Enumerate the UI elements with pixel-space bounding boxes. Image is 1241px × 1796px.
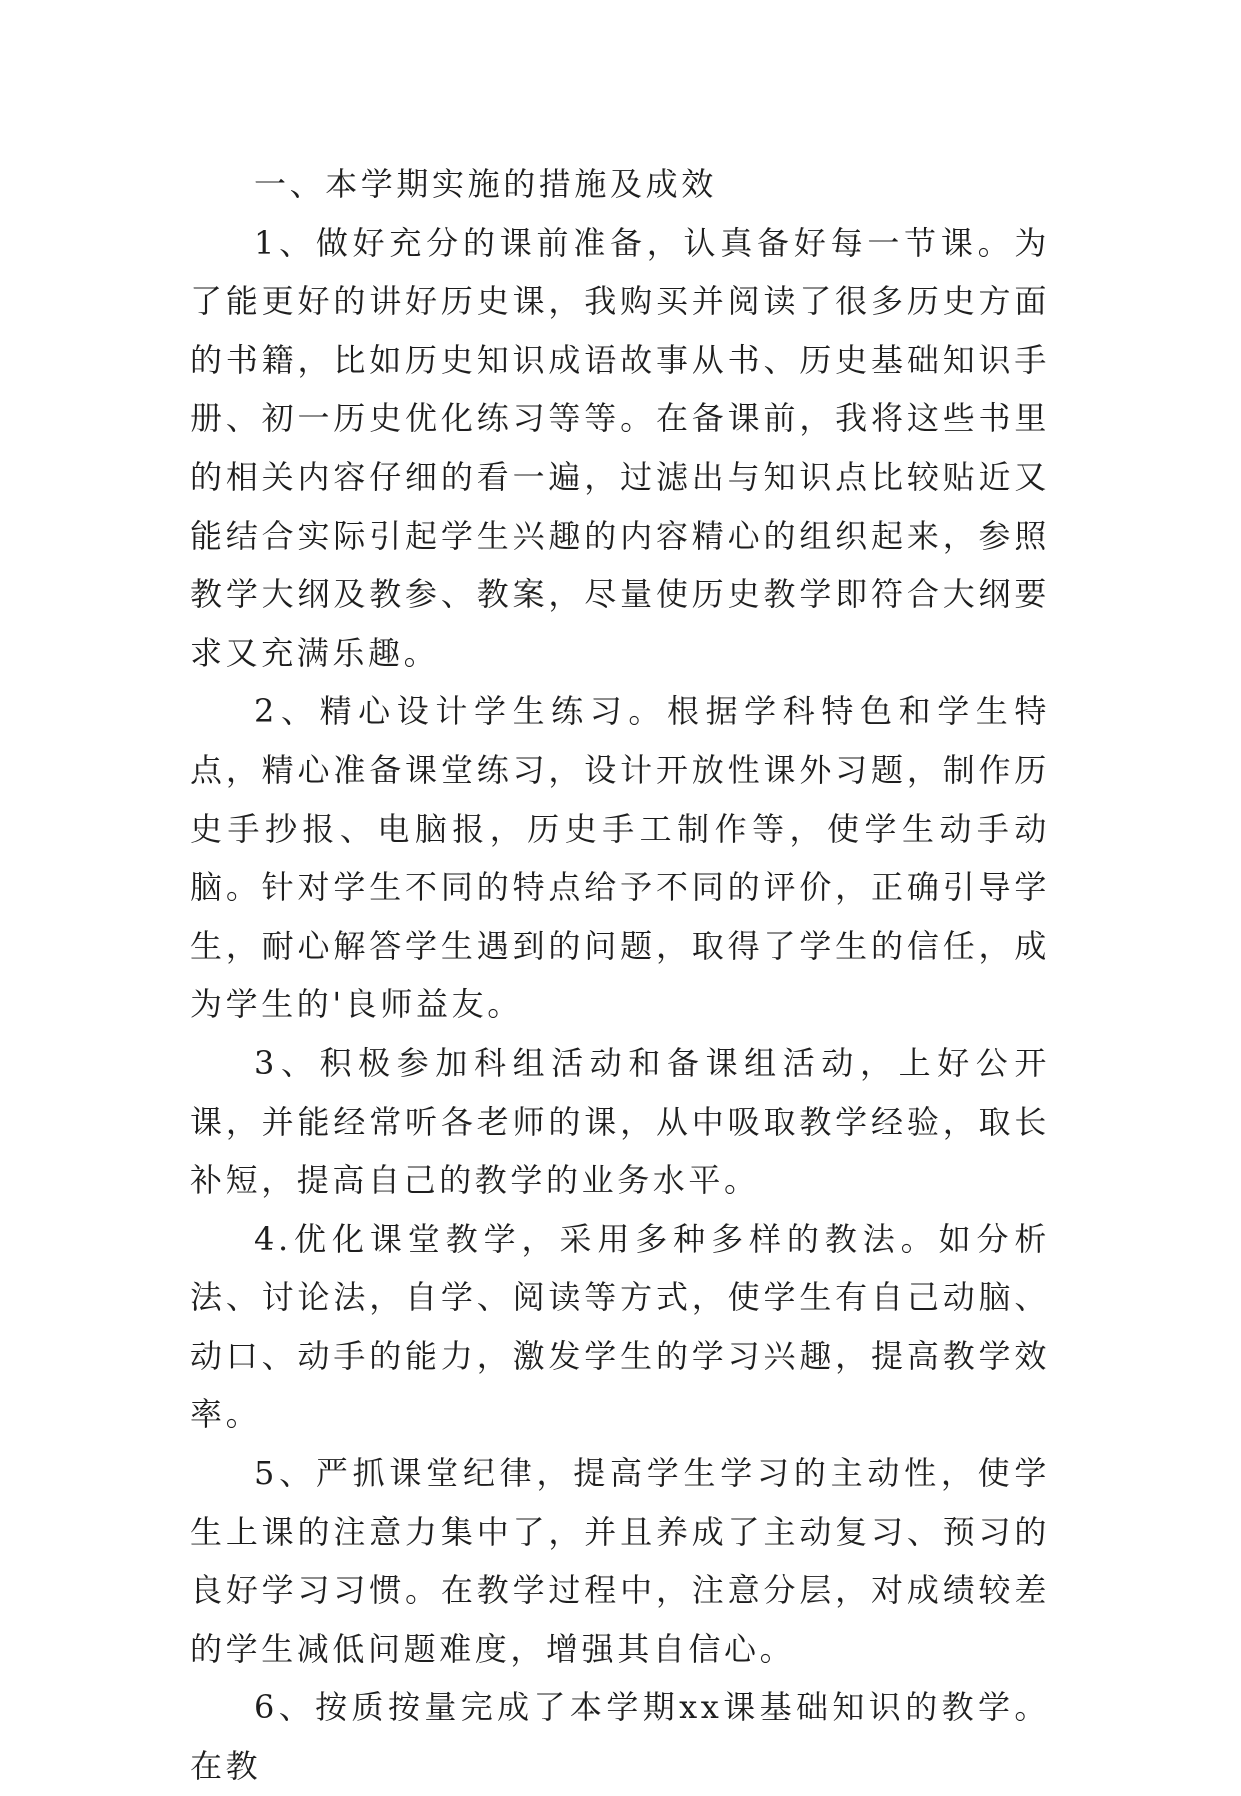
section-heading: 一、本学期实施的措施及成效 <box>254 165 717 203</box>
document-body <box>190 155 1050 1796</box>
paragraph-1: 1、做好充分的课前准备，认真备好每一节课。为了能更好的讲好历史课，我购买并阅读了很多历史方面的书籍，比如历史知识成语故事从书、历史基础知识手册、初一历史优化练习等等。在备课前，我将这些书里的相关内容仔细的看一遍，过滤出与知识点比较贴近又能结合实际引起学生兴趣的内容精心的组织起来，参照教学大纲及教参、教案，尽量使历史教学即符合大纲要求又充满乐趣。 <box>190 223 1050 672</box>
paragraph-3: 3、积极参加科组活动和备课组活动，上好公开课，并能经常听各老师的课，从中吸取教学经验，取长补短，提高自己的教学的业务水平。 <box>190 1043 1050 1200</box>
paragraph-2: 2、精心设计学生练习。根据学科特色和学生特点，精心准备课堂练习，设计开放性课外习题，制作历史手抄报、电脑报，历史手工制作等，使学生动手动脑。针对学生不同的特点给予不同的评价，正确引导学生，耐心解答学生遇到的问题，取得了学生的信任，成为学生的'良师益友。 <box>190 692 1050 1024</box>
paragraph-4: 4.优化课堂教学，采用多种多样的教法。如分析法、讨论法，自学、阅读等方式，使学生有自己动脑、动口、动手的能力，激发学生的学习兴趣，提高教学效率。 <box>190 1219 1050 1434</box>
paragraph-5: 5、严抓课堂纪律，提高学生学习的主动性，使学生上课的注意力集中了，并且养成了主动复习、预习的良好学习习惯。在教学过程中，注意分层，对成绩较差的学生减低问题难度，增强其自信心。 <box>190 1454 1050 1668</box>
paragraph-6: 6、按质按量完成了本学期xx课基础知识的教学。在教 <box>190 1688 1050 1786</box>
